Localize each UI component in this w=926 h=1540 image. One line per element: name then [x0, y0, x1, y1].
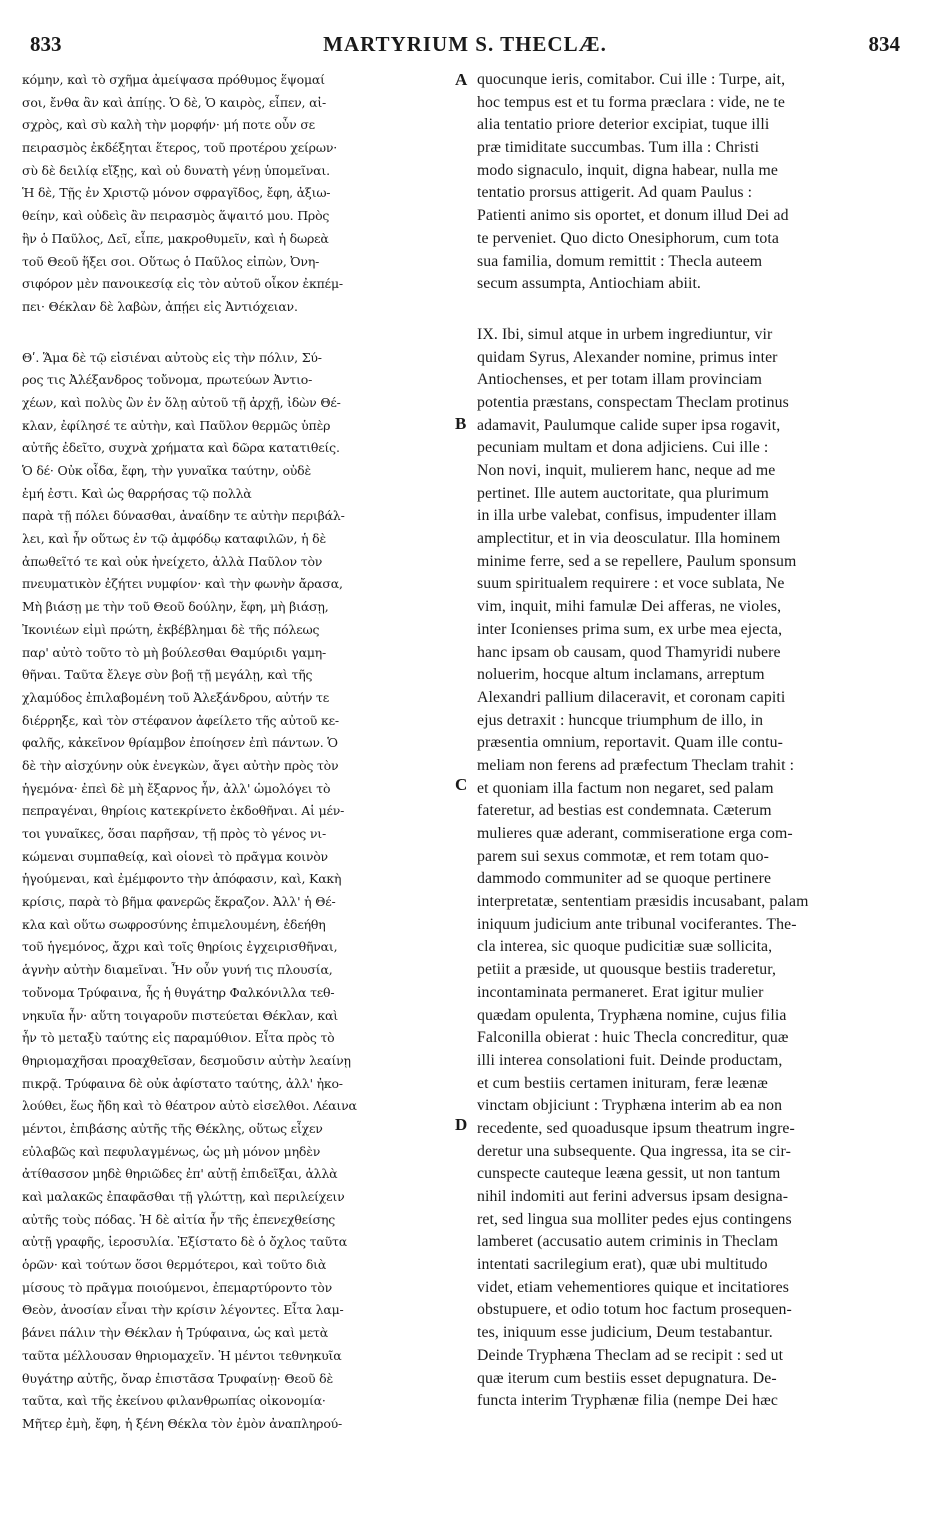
greek-text-line: κώμεναι συμπαθείᾳ, καὶ οἱονεὶ τὸ πρᾶγμα κοινὸν [22, 848, 328, 864]
latin-text-line: meliam non ferens ad præfectum Theclam trahit : [477, 756, 795, 774]
greek-text-line: αὐτῇ γραφῆς, ἱεροσυλία. Ἐξίστατο δὲ ὁ ὄχλος ταῦτα [22, 1234, 347, 1250]
greek-text-line: μίσους τὸ πρᾶγμα ποιούμενοι, ἐπεμαρτύροντο τὸν [22, 1279, 332, 1295]
latin-text-line: functa interim Tryphænæ filia (nempe Dei hæc [477, 1392, 778, 1410]
latin-text-line: videt, etiam vehementiores quique et incitatiores [477, 1278, 789, 1296]
latin-text-line: illi interea consolationi fuit. Deinde productam, [477, 1051, 783, 1069]
margin-marker-d: D [455, 1115, 468, 1134]
latin-block-1 [477, 69, 905, 296]
greek-text-line: σοι, ἔνθα ἂν καὶ ἀπίῃς. Ὁ δὲ, Ὁ καιρὸς, εἶπεν, αἰ- [22, 94, 327, 110]
latin-text-line: parem sui sexus commotæ, et rem totam quo- [477, 847, 769, 865]
latin-text-line: Patienti animo sis oportet, et donum illud Dei ad [477, 207, 789, 225]
latin-text-line: modo signaculo, inquit, digna habear, nulla me [477, 161, 778, 179]
margin-marker-b: B [455, 414, 467, 433]
latin-text-line: vinctam objiciunt : Tryphæna interim ab ea non [477, 1097, 783, 1115]
greek-text-line: θυγάτηρ αὐτῆς, ὄναρ ἐπιστᾶσα Τρυφαίνῃ· Θεοῦ δὲ [22, 1370, 333, 1386]
latin-text-line: sua familia, domum remittit : Thecla auteem [477, 252, 763, 270]
greek-text-line: θείην, καὶ οὐδεὶς ἂν πειρασμὸς ἅψαιτό μου. Πρὸς [22, 208, 330, 224]
greek-text-line: αὐτῆς τοὺς πόδας. Ἡ δὲ αἰτία ἦν τῆς ἐπενεχθείσης [22, 1211, 336, 1227]
greek-text-line: τοῦ Θεοῦ ἥξει σοι. Οὕτως ὁ Παῦλος εἰπὼν, Ὀνη- [22, 253, 320, 269]
latin-text-line: ret, sed lingua sua molliter pedes ejus contingens [477, 1210, 792, 1228]
latin-text-line: in illa urbe valebat, confisus, impudenter illam [477, 507, 777, 525]
greek-text-line: διέρρηξε, καὶ τὸν στέφανον ἀφείλετο τῆς αὐτοῦ κε- [22, 712, 339, 728]
latin-text-line: adamavit, Paulumque calide super ipsa rogavit, [477, 416, 781, 434]
latin-text-line: et quoniam illa factum non negaret, sed palam [477, 779, 774, 797]
margin-marker-c: C [455, 775, 468, 794]
latin-text-line: intentati sacrilegium erat), quæ ubi multitudo [477, 1256, 768, 1274]
greek-text-line: ταῦτα, καὶ τῆς ἐκείνου φιλανθρωπίας οἰκονομία· [22, 1393, 326, 1409]
section-gap [22, 319, 452, 347]
latin-text-line: quidam Syrus, Alexander nomine, primus inter [477, 348, 778, 366]
latin-text-line: potentia præstans, conspectam Theclam protinus [477, 393, 789, 411]
greek-text-line: φαλῆς, κἀκεῖνον θρίαμβον ἐποίησεν ἐπὶ πάντων. Ὁ [22, 735, 338, 751]
greek-text-line: Ἡ δὲ, Τῇς ἐν Χριστῷ μόνον σφραγῖδος, ἔφη, ἀξιω- [22, 185, 331, 201]
greek-text-line: Μῆτερ ἐμὴ, ἔφη, ἡ ξένη Θέκλα τὸν ἐμὸν ἀναπληρού- [22, 1415, 343, 1431]
greek-text-line: Ὁ δέ· Οὐκ οἶδα, ἔφη, τὴν γυναῖκα ταύτην, οὐδὲ [22, 463, 312, 478]
latin-text-line: ejus detraxit : huncque triumphum de illo, in [477, 711, 764, 729]
greek-text-line: λει, καὶ ἦν οὕτως ἐν τῷ ἀμφόδῳ καταφιλῶν, ἡ δὲ [22, 531, 326, 547]
latin-text-line: recedente, sed quoadusque ipsum theatrum ingre- [477, 1119, 795, 1137]
greek-text-line: κρίσις, παρὰ τὸ βῆμα φανερῶς ἔκραζον. Ἀλλ' ἡ Θέ- [22, 894, 336, 910]
latin-text-line: minime ferre, sed a se repellere, Paulum sponsum [477, 552, 797, 570]
greek-text-line: Ἰκονιέων εἰμὶ πρώτη, ἐκβέβλημαι δὲ τῆς πόλεως [22, 621, 320, 637]
greek-text-line: Μὴ βιάσῃ με τὴν τοῦ Θεοῦ δούλην, ἔφη, μὴ βιάσῃ, [22, 599, 329, 615]
latin-text-line: obstupuere, et odio totum hoc factum prosequen- [477, 1301, 792, 1319]
latin-text-line: Antiochenses, et per totam illam provinciam [477, 371, 763, 389]
latin-text-line: tentatio prorsus attigerit. Ad quam Paulus : [477, 184, 753, 202]
greek-text-line: βάνει πάλιν τὴν Θέκλαν ἡ Τρύφαινα, ὡς καὶ μετὰ [22, 1325, 328, 1341]
latin-text-line: pecuniam multam et dona adjiciens. Cui ille : [477, 439, 769, 457]
page-number-left: 833 [30, 32, 62, 56]
greek-text-line: ρος τις Ἀλέξανδρος τοὔνομα, πρωτεύων Ἀντιο- [22, 372, 313, 388]
greek-block-2 [22, 347, 452, 1436]
latin-text-line: et cum bestiis certamen inituram, feræ leænæ [477, 1074, 768, 1092]
margin-marker-a: A [455, 70, 468, 89]
latin-text-line: petiit a præside, ut quousque bestiis traderetur, [477, 961, 777, 979]
greek-text-line: κλα καὶ οὕτω σωφροσύνης ἐπιμελουμένη, ἐδεήθη [22, 916, 326, 932]
greek-text-line: θηριομαχῆσαι προαχθεῖσαν, δεσμοῦσιν αὐτὴν λεαίνῃ [22, 1052, 351, 1068]
greek-text-line: χέων, καὶ πολὺς ὢν ἐν ὅλῃ αὐτοῦ τῇ ἀρχῇ, ἰδὼν Θέ- [22, 394, 341, 410]
greek-text-line: τοι γυναῖκες, ὅσαι παρῆσαν, τῇ πρὸς τὸ γένος νι- [22, 826, 326, 841]
greek-text-line: ἀτίθασσον μηδὲ θηριῶδες ἐπ' αὐτῇ ἐπιδεῖξαι, ἀλλὰ [22, 1166, 338, 1182]
latin-text-line: IX. Ibi, simul atque in urbem ingrediuntur, vir [477, 325, 773, 343]
greek-text-line: λούθει, ἕως ἤδη καὶ τὸ θέατρον αὐτὸ εἰσελθοι. Λέαινα [22, 1098, 357, 1114]
latin-text-line: cla interea, sic quoque pudicitiæ suæ sollicita, [477, 938, 773, 956]
greek-text-line: ἡγεμόνα· ἐπεὶ δὲ μὴ ἔξαρνος ἦν, ἀλλ' ὡμολόγει τὸ [22, 780, 331, 796]
latin-text-line: tes, iniquum esse judicium, Deum testabantur. [477, 1324, 773, 1342]
latin-text-line: interpretatæ, sententiam præsidis incusabant, palam [477, 893, 809, 911]
latin-text-line: præsentia omnium, reportavit. Quam ille contu- [477, 734, 783, 752]
page-header [30, 32, 900, 62]
greek-text-line: θῆναι. Ταῦτα ἔλεγε σὺν βοῇ τῇ μεγάλῃ, καὶ τῆς [22, 667, 313, 683]
greek-text-line: πειρασμὸς ἐκδέξηται ἕτερος, τοῦ προτέρου χείρων· [22, 140, 337, 156]
latin-text-line: pertinet. Ille autem auctoritate, qua plurimum [477, 484, 769, 502]
greek-text-line: χλαμύδος ἐπιλαβομένη τοῦ Ἀλεξάνδρου, αὐτήν τε [22, 689, 330, 705]
greek-text-line: παρ' αὐτὸ τοῦτο τὸ μὴ βούλεσθαι Θαμύριδι γαμη- [22, 644, 327, 660]
latin-text-line: amplectitur, et in via deosculatur. Illa hominem [477, 530, 781, 548]
greek-text-line: σχρὸς, καὶ σὺ καλὴ τὴν μορφήν· μή ποτε οὖν σε [22, 117, 315, 133]
running-title: MARTYRIUM S. THECLÆ. [323, 32, 607, 56]
greek-text-line: ἡγούμεναι, καὶ ἐμέμφοντο τὴν ἀπόφασιν, καὶ, Κακὴ [22, 871, 342, 887]
latin-text-line: Alexandri pallium dilaceravit, et coronam capiti [477, 688, 786, 706]
latin-text-line: incontaminata permaneret. Erat igitur mulier [477, 983, 764, 1001]
latin-text-line: Deinde Tryphæna Theclam ad se recipit : sed ut [477, 1346, 784, 1364]
latin-text-line: hanc ipsam ob causam, quod Thamyridi nubere [477, 643, 781, 661]
section-gap [477, 296, 905, 324]
greek-text-line: παρὰ τῇ πόλει δύνασθαι, ἀναίδην τε αὐτὴν περιβάλ- [22, 508, 345, 524]
greek-text-line: πνευματικὸν ἐζήτει νυμφίον· καὶ τὴν φωνὴν ἄρασα, [22, 576, 343, 592]
greek-text-line: τοῦ ἡγεμόνος, ἄχρι καὶ τοῖς θηρίοις ἐγχειρισθῆναι, [22, 939, 338, 955]
latin-text-line: cunspecte cauteque leæna gessit, ut non tantum [477, 1165, 781, 1183]
greek-text-line: εὐλαβῶς καὶ πεφυλαγμένως, ὡς μὴ μόνον μηδὲν [22, 1143, 321, 1159]
latin-block-2 [477, 324, 905, 1413]
greek-text-line: κλαν, ἐφίλησέ τε αὐτὴν, καὶ Παῦλον θερμῶς ὑπὲρ [22, 417, 331, 433]
latin-text-line: hoc tempus est et tu forma præclara : vide, ne te [477, 93, 786, 111]
latin-text-line: Falconilla obierat : huic Thecla concreditur, quæ [477, 1029, 789, 1047]
greek-text-line: σὺ δὲ δειλίᾳ εἴξῃς, καὶ οὐ δυνατὴ γένῃ ὑπομεῖναι. [22, 162, 330, 178]
greek-column [22, 69, 452, 1436]
greek-text-line: ταῦτα μέλλουσαν θηριομαχεῖν. Ἡ μέντοι τεθνηκυῖα [22, 1347, 342, 1363]
latin-text-line: vim, inquit, mihi famulæ Dei afferas, ne violes, [477, 598, 782, 616]
latin-text-line: secum assumpta, Antiochiam abiit. [477, 275, 701, 293]
greek-text-line: ἐμή ἐστι. Καὶ ὡς θαρρήσας τῷ πολλὰ [22, 485, 252, 501]
latin-text-line: præ timiditate succumbas. Tum illa : Christi [477, 139, 760, 157]
greek-text-line: μέντοι, ἐπιβάσης αὐτῆς τῆς Θέκλης, οὕτως εἶχεν [22, 1120, 323, 1136]
latin-text-line: nihil indomiti aut ferini adversus ipsam designa- [477, 1188, 789, 1205]
page-number-right: 834 [868, 32, 900, 56]
greek-text-line: αὐτῆς ἐδεῖτο, συχνὰ χρήματα καὶ δῶρα κατατιθείς. [22, 440, 340, 456]
latin-text-line: te perveniet. Quo dicto Onesiphorum, cum tota [477, 229, 779, 247]
greek-text-line: δὲ τὴν αἰσχύνην οὐκ ἐνεγκὼν, ἄγει αὐτὴν πρὸς τὸν [22, 757, 339, 773]
greek-text-line: σιφόρον μὲν πανοικεσίᾳ εἰς τὸν αὐτοῦ οἶκον ἐκπέμ- [22, 276, 343, 292]
latin-text-line: lamberet (accusatio autem criminis in Theclam [477, 1233, 779, 1251]
greek-text-line: πικρᾷ. Τρύφαινα δὲ οὐκ ἀφίστατο ταύτης, ἀλλ' ἠκο- [22, 1075, 343, 1091]
latin-text-line: alia tentatio priore deterior excipiat, tuque illi [477, 116, 770, 134]
greek-text-line: ὁρῶν· καὶ τούτων ὅσοι θερμότεροι, καὶ τοῦτο διὰ [22, 1257, 327, 1273]
latin-text-line: inter Iconienses prima sum, ex urbe mea ejecta, [477, 620, 783, 638]
latin-text-line: Non novi, inquit, mulierem hanc, neque ad me [477, 462, 776, 479]
latin-text-line: quæ iterum cum bestiis esset depugnatura. De- [477, 1369, 777, 1387]
latin-text-line: quocunque ieris, comitabor. Cui ille : Turpe, ait, [477, 71, 786, 88]
latin-text-line: deretur una subsequente. Qua ingressa, ita se cir- [477, 1142, 791, 1160]
greek-text-line: νηκυῖα ἦν· αὕτη τοιγαροῦν πιστεύεται Θέκλαν, καὶ [22, 1007, 338, 1023]
greek-block-1 [22, 69, 452, 319]
latin-text-line: suum spiritualem requirere : et voce sublata, Ne [477, 575, 785, 593]
latin-text-line: dammodo communiter ad se quoque pertinere [477, 870, 772, 888]
greek-text-line: Θʹ. Ἅμα δὲ τῷ εἰσιέναι αὐτοὺς εἰς τὴν πόλιν, Σύ- [22, 349, 322, 365]
greek-text-line: ἣν ὁ Παῦλος, Δεῖ, εἶπε, μακροθυμεῖν, καὶ ἡ δωρεὰ [22, 230, 329, 246]
greek-text-line: Θεὸν, ἀνοσίαν εἶναι τὴν κρίσιν λέγοντες. Εἶτα λαμ- [22, 1302, 344, 1318]
latin-text-line: iniquum judicium ante tribunal vociferantes. The- [477, 915, 797, 933]
greek-text-line: πεπραγέναι, θηρίοις κατεκρίνετο ἐκδοθῆναι. Αἱ μέν- [22, 803, 345, 819]
greek-text-line: ἦν τὸ μεταξὺ ταύτης εἰς παραμύθιον. Εἶτα πρὸς τὸ [22, 1030, 335, 1046]
greek-text-line: καὶ μαλακῶς ἐπαφᾶσθαι τῇ γλώττῃ, καὶ περιλείχειν [22, 1189, 345, 1204]
latin-text-line: quædam opulenta, Tryphæna nomine, cujus filia [477, 1006, 787, 1024]
greek-text-line: κόμην, καὶ τὸ σχῆμα ἀμείψασα πρόθυμος ἕψομαί [22, 72, 325, 87]
latin-column [477, 69, 905, 1413]
latin-text-line: fateretur, ad bestias est condemnata. Cæterum [477, 802, 772, 820]
greek-text-line: ἁγνὴν αὐτὴν διαμεῖναι. Ἦν οὖν γυνή τις πλουσία, [22, 962, 333, 978]
latin-text-line: mulieres quæ aderant, commiseratione erga com- [477, 825, 793, 842]
greek-text-line: ἀπωθεῖτό τε καὶ οὐκ ἠνείχετο, ἀλλὰ Παῦλον τὸν [22, 553, 323, 569]
greek-text-line: τοὔνομα Τρύφαινα, ἧς ἡ θυγάτηρ Φαλκόνιλλα τεθ- [22, 984, 335, 1000]
latin-text-line: noluerim, hocque altum inclamans, arreptum [477, 666, 765, 684]
greek-text-line: πει· Θέκλαν δὲ λαβὼν, ἀπῄει εἰς Ἀντιόχειαν. [22, 298, 298, 314]
